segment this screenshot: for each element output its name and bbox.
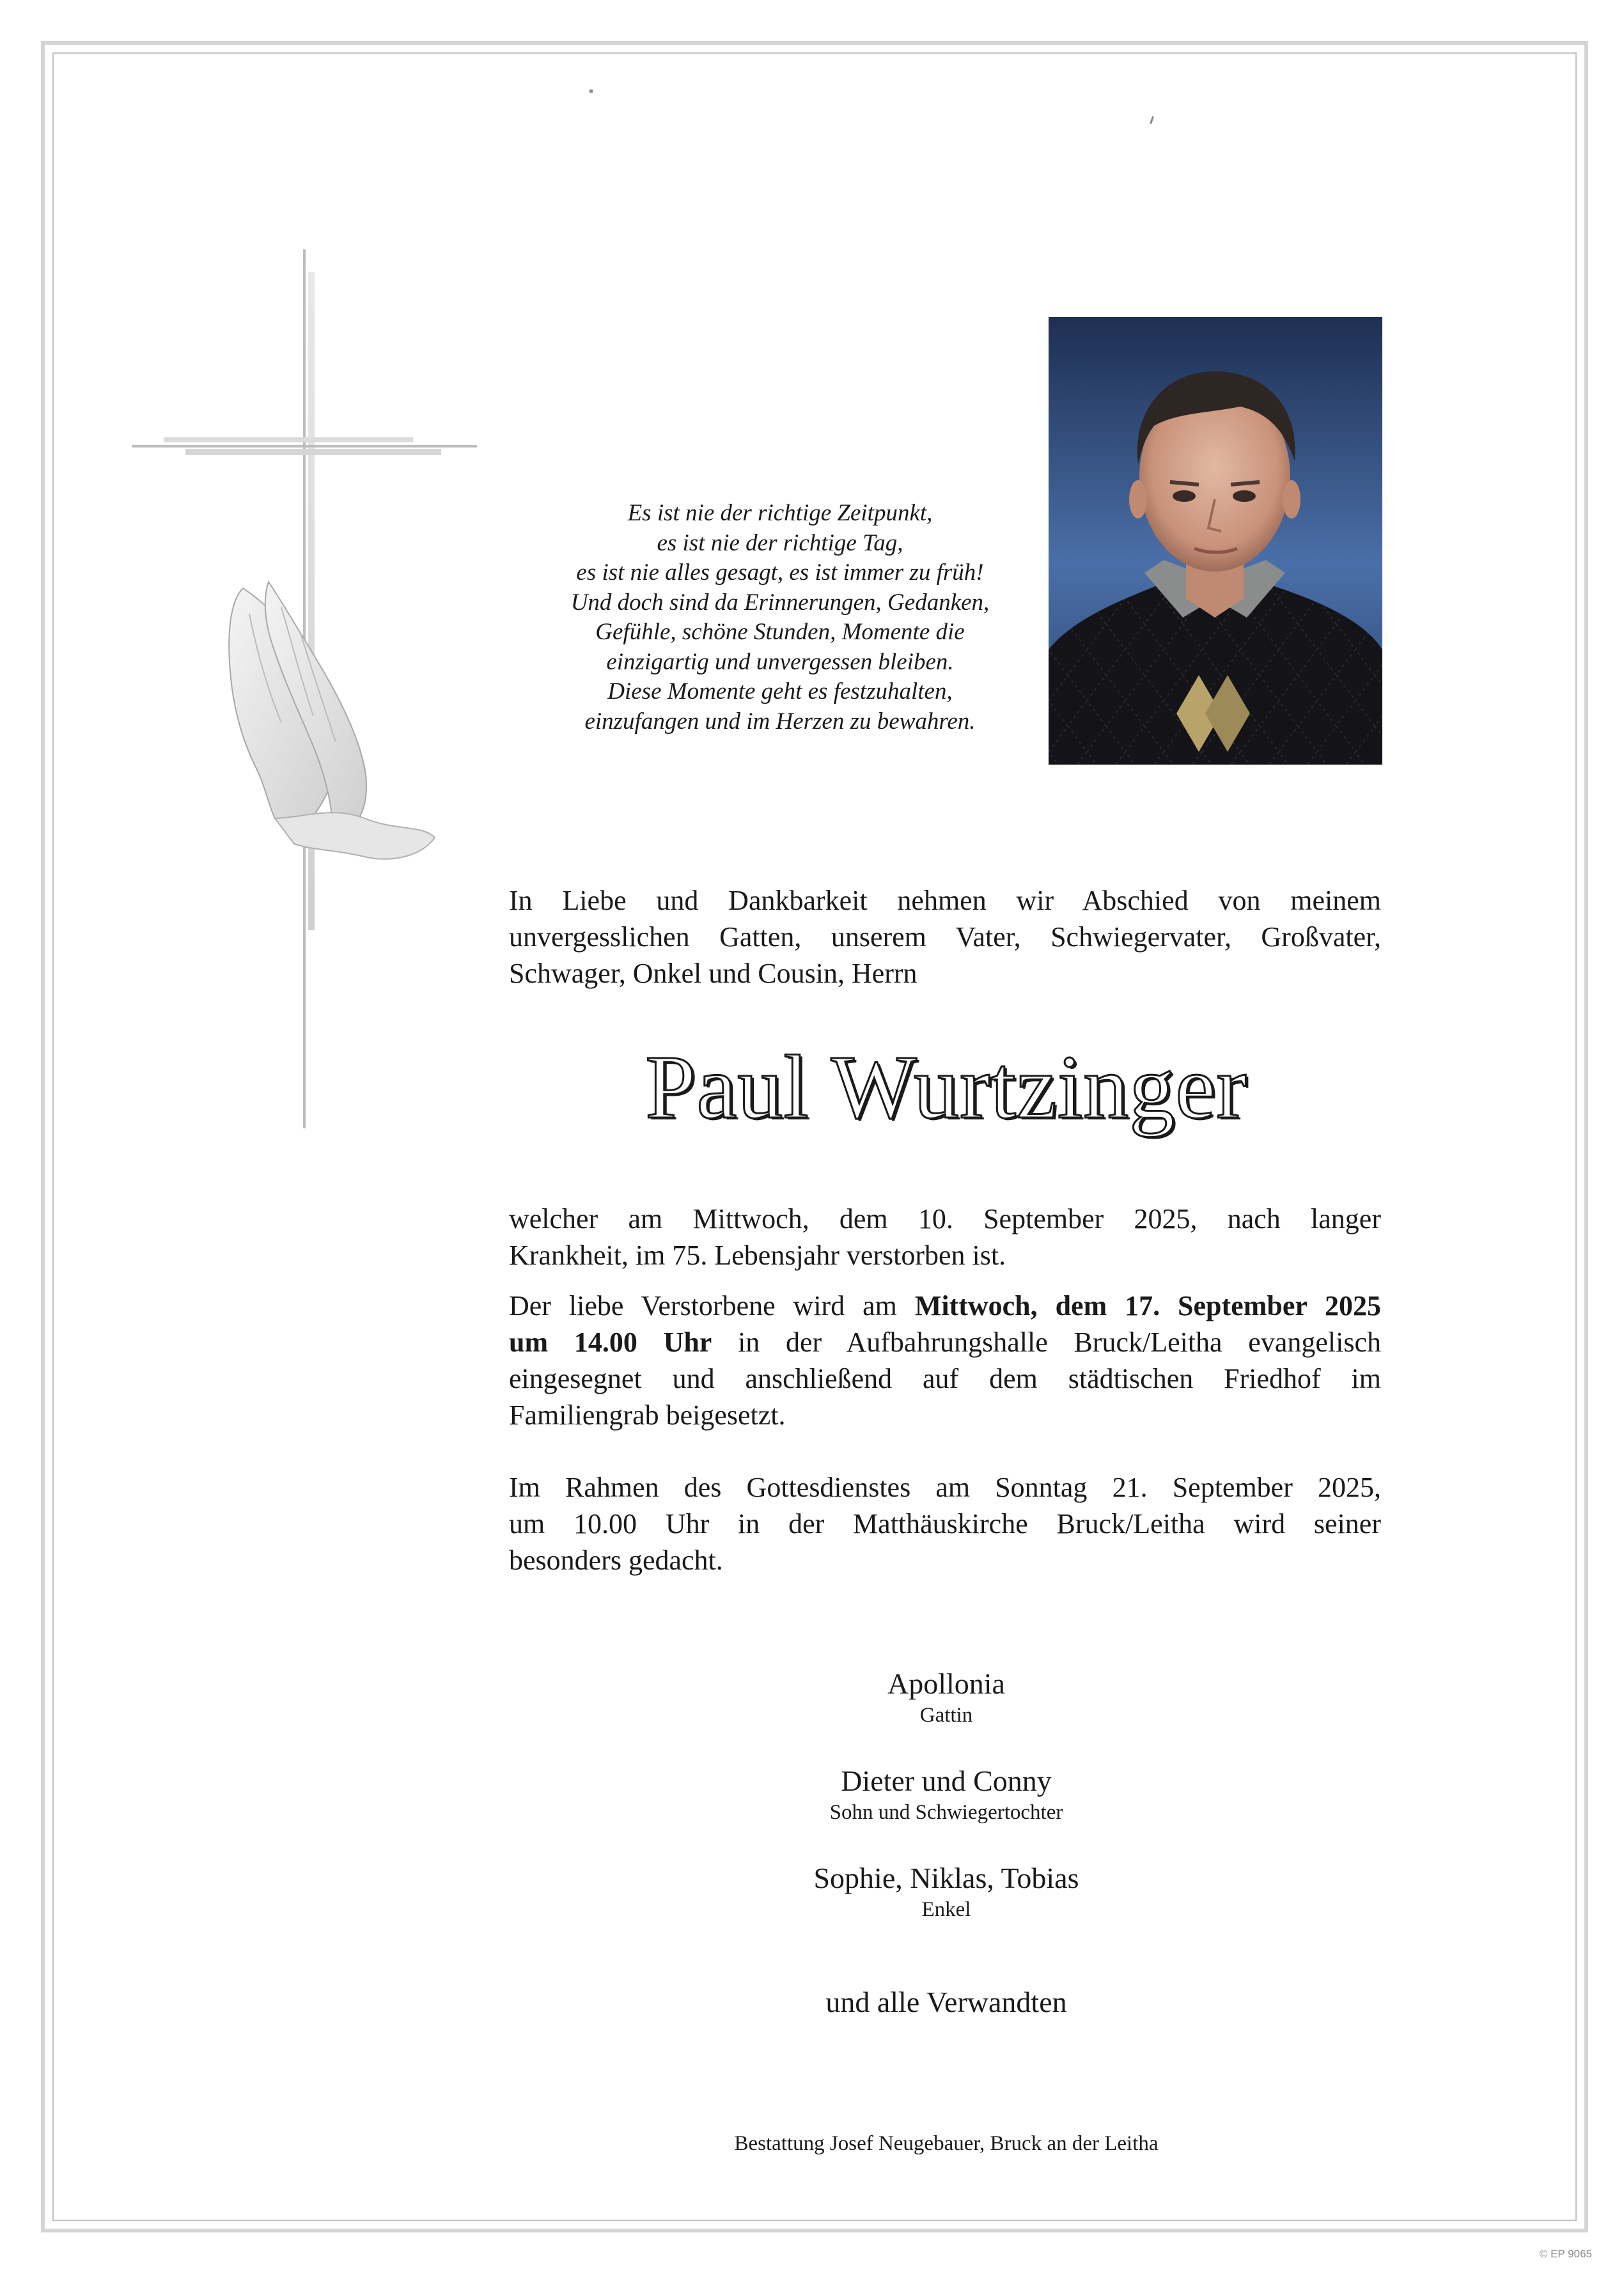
funeral-line-3: eingesegnet und anschließend auf dem städtischen Friedhof im bbox=[509, 1363, 1381, 1394]
funeral-time: um 14.00 Uhr bbox=[509, 1327, 712, 1358]
poem-line: es ist nie der richtige Tag, bbox=[657, 529, 903, 556]
memorial-service bbox=[509, 1469, 1381, 1578]
memorial-line: um 10.00 Uhr in der Matthäuskirche Bruck/Leitha wird seiner bbox=[509, 1508, 1381, 1539]
mourner-entry bbox=[684, 1666, 1208, 1729]
poem-line: einzigartig und unvergessen bleiben. bbox=[606, 648, 954, 675]
deceased-name: Paul Wurtzinger bbox=[645, 1036, 1247, 1137]
intro-text bbox=[509, 882, 1381, 992]
mourner-entry bbox=[684, 1763, 1208, 1826]
memorial-line: Im Rahmen des Gottesdienstes am Sonntag 21. September 2025, bbox=[509, 1472, 1381, 1503]
funeral-line-4: Familiengrab beigesetzt. bbox=[509, 1399, 786, 1431]
poem-line: Diese Momente geht es festzuhalten, bbox=[607, 678, 953, 705]
poem-line: Gefühle, schöne Stunden, Momente die bbox=[595, 619, 965, 645]
funeral-text: Der liebe Verstorbene wird am bbox=[509, 1290, 915, 1321]
poem-line: es ist nie alles gesagt, es ist immer zu früh! bbox=[576, 559, 984, 586]
funeral-date: Mittwoch, dem 17. September 2025 bbox=[914, 1290, 1382, 1321]
portrait-photo bbox=[1049, 317, 1382, 765]
poem-line: Es ist nie der richtige Zeitpunkt, bbox=[627, 500, 933, 526]
mourner-name: Sophie, Niklas, Tobias bbox=[813, 1862, 1079, 1894]
mourner-relation: Enkel bbox=[921, 1898, 971, 1921]
mourner-name: Apollonia bbox=[887, 1667, 1005, 1700]
closing-line bbox=[684, 1984, 1208, 2020]
scan-speck bbox=[589, 90, 593, 93]
closing-text: und alle Verwandten bbox=[825, 1986, 1067, 2018]
undertaker-footer: Bestattung Josef Neugebauer, Bruck an der Leitha bbox=[734, 2132, 1159, 2155]
memorial-line: besonders gedacht. bbox=[509, 1545, 723, 1576]
intro-line: In Liebe und Dankbarkeit nehmen wir Abschied von meinem bbox=[509, 885, 1381, 916]
mourner-relation: Gattin bbox=[919, 1704, 973, 1727]
poem bbox=[460, 499, 1100, 736]
funeral-details bbox=[509, 1288, 1381, 1433]
poem-line: Und doch sind da Erinnerungen, Gedanken, bbox=[570, 589, 990, 616]
funeral-line-2 bbox=[509, 1324, 1381, 1360]
death-notice bbox=[509, 1201, 1381, 1273]
intro-line: Schwager, Onkel und Cousin, Herrn bbox=[509, 958, 917, 989]
funeral-text: in der Aufbahrungshalle Bruck/Leitha evangelisch bbox=[712, 1327, 1381, 1358]
template-code: © EP 9065 bbox=[1539, 2248, 1592, 2260]
mourner-entry bbox=[684, 1860, 1208, 1923]
funeral-line-1 bbox=[509, 1288, 1381, 1324]
intro-line: unvergesslichen Gatten, unserem Vater, Schwiegervater, Großvater, bbox=[509, 921, 1381, 953]
mourner-relation: Sohn und Schwiegertochter bbox=[829, 1801, 1063, 1824]
death-notice-line: welcher am Mittwoch, dem 10. September 2025, nach langer bbox=[509, 1203, 1381, 1234]
mourner-name: Dieter und Conny bbox=[841, 1764, 1052, 1797]
death-notice-line: Krankheit, im 75. Lebensjahr verstorben ist. bbox=[509, 1240, 1006, 1271]
poem-line: einzufangen und im Herzen zu bewahren. bbox=[584, 708, 976, 735]
praying-hands-icon bbox=[205, 575, 448, 869]
